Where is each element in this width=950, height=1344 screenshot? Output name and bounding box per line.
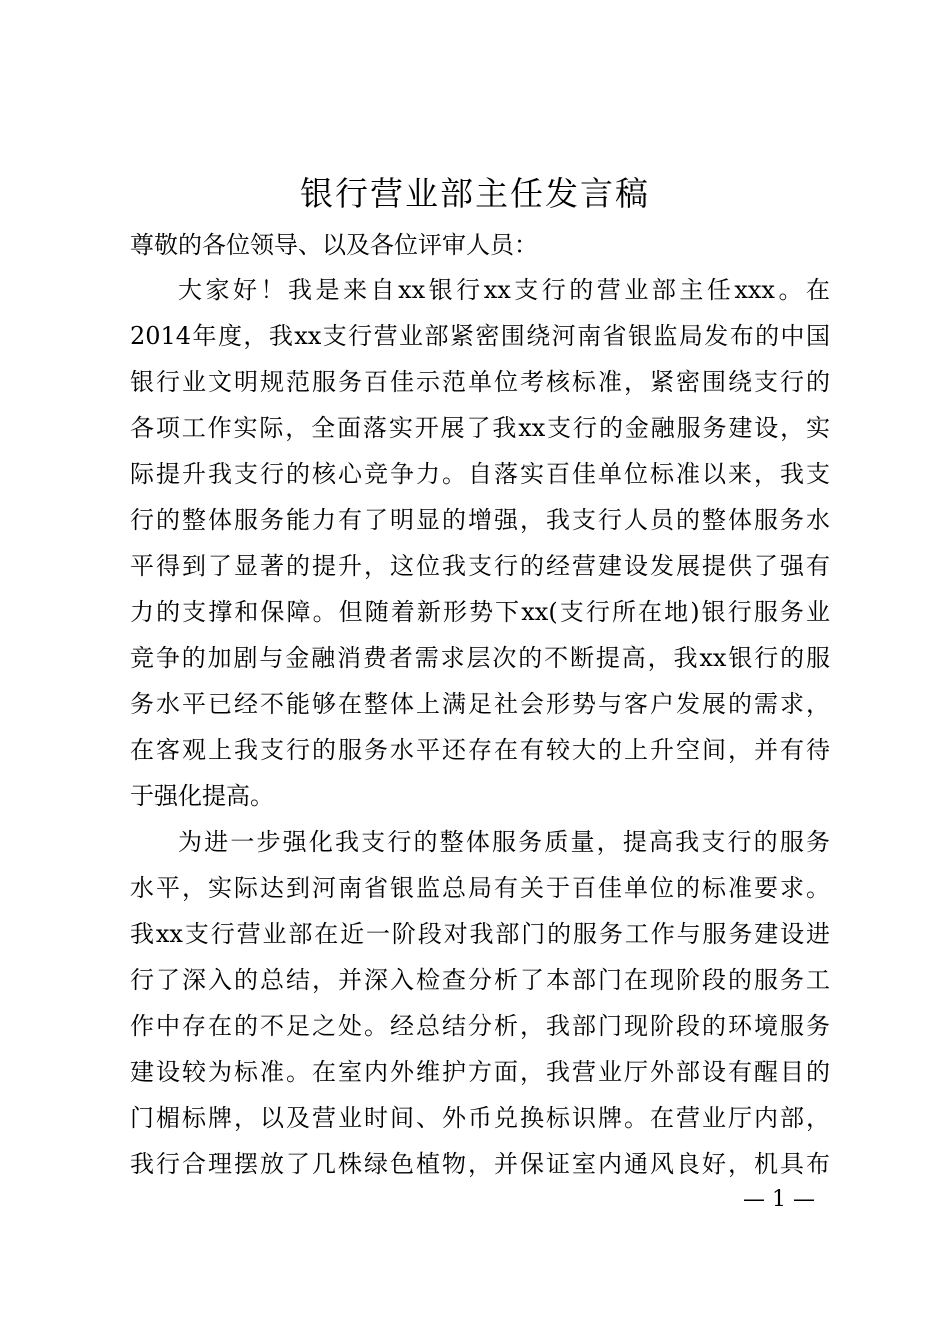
paragraph-1-line: 2014年度，我xx支行营业部紧密围绕河南省银监局发布的中国	[130, 322, 830, 350]
paragraph-1-line: 竞争的加剧与金融消费者需求层次的不断提高，我xx银行的服	[130, 644, 830, 672]
paragraph-1-line: 大家好！我是来自xx银行xx支行的营业部主任xxx。在	[178, 276, 830, 304]
paragraph-1-line: 银行业文明规范服务百佳示范单位考核标准，紧密围绕支行的	[130, 368, 830, 396]
paragraph-2-line: 作中存在的不足之处。经总结分析，我部门现阶段的环境服务	[130, 1012, 830, 1040]
paragraph-1-line: 平得到了显著的提升，这位我支行的经营建设发展提供了强有	[130, 552, 830, 580]
paragraph-2-line: 为进一步强化我支行的整体服务质量，提高我支行的服务	[178, 828, 830, 856]
salutation: 尊敬的各位领导、以及各位评审人员：	[130, 231, 538, 259]
paragraph-1-line: 各项工作实际，全面落实开展了我xx支行的金融服务建设，实	[130, 414, 830, 442]
paragraph-1-line: 在客观上我支行的服务水平还存在有较大的上升空间，并有待	[130, 736, 830, 764]
page-number: — 1 —	[743, 1187, 815, 1212]
paragraph-1-line: 务水平已经不能够在整体上满足社会形势与客户发展的需求，	[130, 690, 830, 718]
paragraph-1-line: 行的整体服务能力有了明显的增强，我支行人员的整体服务水	[130, 506, 830, 534]
paragraph-2-line: 我行合理摆放了几株绿色植物，并保证室内通风良好，机具布	[130, 1150, 830, 1178]
paragraph-2-line: 门楣标牌，以及营业时间、外币兑换标识牌。在营业厅内部，	[130, 1104, 830, 1132]
paragraph-2-line: 我xx支行营业部在近一阶段对我部门的服务工作与服务建设进	[130, 920, 830, 948]
paragraph-2-line: 行了深入的总结，并深入检查分析了本部门在现阶段的服务工	[130, 966, 830, 994]
paragraph-2-line: 建设较为标准。在室内外维护方面，我营业厅外部设有醒目的	[130, 1058, 830, 1086]
paragraph-1-line: 于强化提高。	[130, 782, 274, 810]
paragraph-1-line: 际提升我支行的核心竞争力。自落实百佳单位标准以来，我支	[130, 460, 830, 488]
paragraph-2-line: 水平，实际达到河南省银监总局有关于百佳单位的标准要求。	[130, 874, 830, 902]
paragraph-1-line: 力的支撑和保障。但随着新形势下xx(支行所在地)银行服务业	[130, 598, 830, 626]
document-title: 银行营业部主任发言稿	[300, 174, 650, 213]
